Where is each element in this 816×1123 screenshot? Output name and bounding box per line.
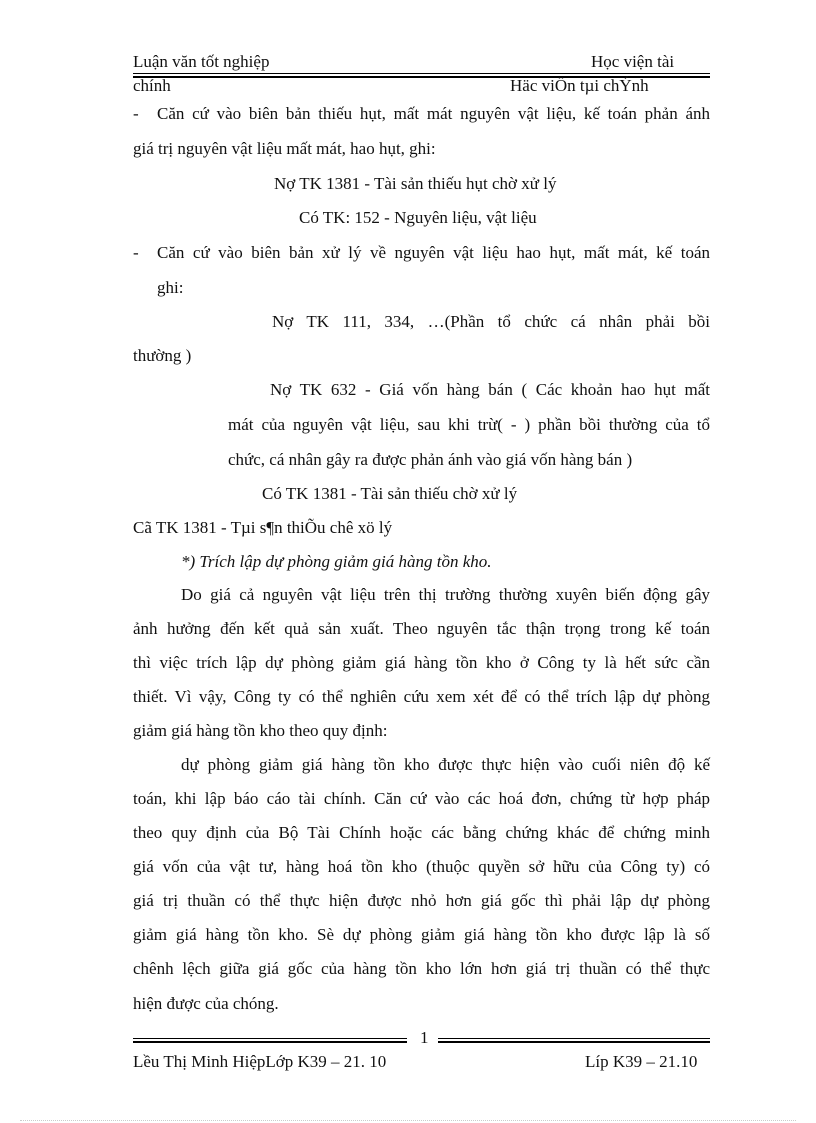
entry-no-632-line-1: Nợ TK 632 - Giá vốn hàng bán ( Các khoản hao hụt mất: [270, 380, 710, 399]
paragraph-1-line: ảnh hưởng đến kết quả sản xuất. Theo nguyên tắc thận trọng trong kế toán: [133, 619, 710, 638]
bullet-2-line-2: ghi:: [157, 278, 184, 297]
bullet-dash-1: -: [133, 104, 139, 123]
footer-right: Líp K39 – 21.10: [585, 1052, 698, 1071]
paragraph-1-line: thiết. Vì vậy, Công ty có thể nghiên cứu xem xét để có thể trích lập dự phòng: [133, 687, 710, 706]
paragraph-2-line: dự phòng giảm giá hàng tồn kho được thực hiện vào cuối niên độ kế: [181, 755, 710, 774]
entry-no-1381: Nợ TK 1381 - Tài sản thiếu hụt chờ xử lý: [274, 174, 557, 193]
section-title: *) Trích lập dự phòng giảm giá hàng tồn kho.: [181, 552, 492, 571]
entry-no-111-line-1: Nợ TK 111, 334, …(Phần tổ chức cá nhân phải bồi: [272, 312, 710, 331]
header-rule-top: [133, 73, 710, 74]
entry-co-1381: Có TK 1381 - Tài sản thiếu chờ xử lý: [262, 484, 518, 503]
footer-rule-left-2: [133, 1041, 407, 1043]
entry-co-152: Có TK: 152 - Nguyên liệu, vật liệu: [299, 208, 537, 227]
header-left-2: chính: [133, 76, 171, 95]
entry-no-632-line-3: chức, cá nhân gây ra được phản ánh vào giá vốn hàng bán ): [228, 450, 633, 469]
bullet-1-line-1: Căn cứ vào biên bản thiếu hụt, mất mát nguyên vật liệu, kế toán phản ánh: [157, 104, 710, 123]
header-right-2: Häc viÖn tµi chÝnh: [510, 76, 649, 95]
entry-co-1381-garbled: Cã TK 1381 - Tµi s¶n thiÕu chê xö lý: [133, 518, 393, 537]
paragraph-2-line: chênh lệch giữa giá gốc của hàng tồn kho lớn hơn giá trị thuần có thể thực: [133, 959, 710, 978]
bullet-1-line-2: giá trị nguyên vật liệu mất mát, hao hụt, ghi:: [133, 139, 436, 158]
paragraph-2-line: giá vốn của vật tư, hàng hoá tồn kho (thuộc quyền sở hữu của Công ty) có: [133, 857, 710, 876]
paragraph-2-line: giảm giá hàng tồn kho. Sè dự phòng giảm giá hàng tồn kho được lập là số: [133, 925, 710, 944]
page-number: 1: [420, 1028, 429, 1047]
paragraph-1-line: giảm giá hàng tồn kho theo quy định:: [133, 721, 388, 740]
footer-left: Lều Thị Minh HiệpLớp K39 – 21. 10: [133, 1052, 387, 1071]
paragraph-1-line: Do giá cả nguyên vật liệu trên thị trường thường xuyên biến động gây: [181, 585, 710, 604]
footer-rule-right-2: [438, 1041, 710, 1043]
paragraph-2-line: toán, khi lập báo cáo tài chính. Căn cứ vào các hoá đơn, chứng từ hợp pháp: [133, 789, 710, 808]
entry-no-632-line-2: mát của nguyên vật liệu, sau khi trừ( - ) phần bồi thường của tổ: [228, 415, 710, 434]
bullet-dash-2: -: [133, 243, 139, 262]
footer-rule-right-1: [438, 1038, 710, 1039]
header-left: Luận văn tốt nghiệp: [133, 52, 270, 71]
bullet-2-line-1: Căn cứ vào biên bản xử lý về nguyên vật liệu hao hụt, mất mát, kế toán: [157, 243, 710, 262]
page-edge-dotted: [20, 1120, 796, 1121]
paragraph-2-line: hiện được của chóng.: [133, 994, 279, 1013]
entry-no-111-line-2: thường ): [133, 346, 192, 365]
header-right: Học viện tài: [591, 52, 675, 71]
paragraph-2-line: theo quy định của Bộ Tài Chính hoặc các bằng chứng khác để chứng minh: [133, 823, 710, 842]
footer-rule-left-1: [133, 1038, 407, 1039]
paragraph-1-line: thì việc trích lập dự phòng giảm giá hàng tồn kho ở Công ty là hết sức cần: [133, 653, 710, 672]
paragraph-2-line: giá trị thuần có thể thực hiện được nhỏ hơn giá gốc thì phải lập dự phòng: [133, 891, 710, 910]
